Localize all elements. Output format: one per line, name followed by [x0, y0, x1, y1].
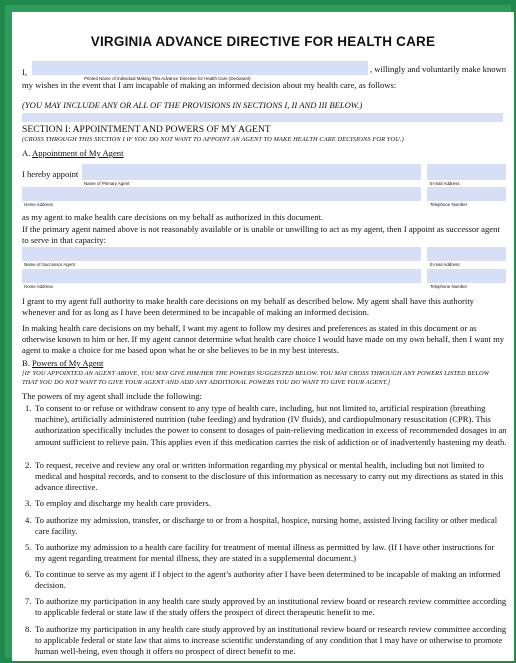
power-number: 4.	[25, 515, 32, 525]
section1-heading: SECTION I: APPOINTMENT AND POWERS OF MY AGENT	[22, 124, 271, 135]
power-number: 3.	[25, 498, 32, 508]
primary-agent-home-field[interactable]	[22, 187, 421, 201]
successor-paragraph: If the primary agent named above is not reasonably available or is unable or unwilling to act as my agent, then I appoint as successor agent to serve in that capacity:	[22, 224, 500, 246]
subsection-a-heading: A. Appointment of My Agent	[22, 148, 124, 158]
power-number: 2.	[25, 460, 32, 470]
successor-agent-name-field[interactable]	[22, 247, 421, 261]
subsection-b-note: [IF YOU APPOINTED AN AGENT ABOVE, YOU MAY GIVE HIM/HER THE POWERS SUGGESTED BELOW. YOU MAY CROSS THROUGH ANY POWERS LISTED BELOW THAT YOU DO NOT WANT TO GIVE YOUR AGENT AND ADD ANY ADDITIONAL POWERS YOU DO WANT TO GIVE YOUR AGENT.]	[22, 370, 490, 386]
successor-phone-caption: Telephone Number	[430, 284, 468, 289]
primary-agent-email-caption: E-mail Address	[430, 181, 460, 186]
document-page	[12, 12, 514, 661]
power-item-text: To employ and discharge my health care providers.	[35, 498, 211, 508]
successor-agent-email-field[interactable]	[427, 247, 506, 261]
power-item-text: To request, receive and review any oral or written information regarding my physical or mental health, including but not limited to medical and hospital records, and to consent to the disclosure of this information as necessary to carry out my directions as stated in this advance directive.	[35, 460, 504, 493]
successor-name-caption: Name of Successor Agent	[24, 262, 75, 267]
primary-agent-phone-field[interactable]	[427, 187, 506, 201]
power-number: 5.	[25, 542, 32, 552]
power-item-text: To continue to serve as my agent if I object to the agent’s authority after I have been determined to be incapable of making an informed decision.	[35, 569, 501, 591]
successor-agent-phone-field[interactable]	[427, 269, 506, 283]
power-item-text: To authorize my participation in any health care study approved by an institutional review board or research review committee according to applicable federal or state law that aims to increase scientific understanding of any condition that I may have or otherwise to promote human well-being, even though it offers no prospect of direct benefit to me.	[35, 624, 507, 657]
intro-suffix: , willingly and voluntarily make known	[370, 64, 507, 74]
include-note: (YOU MAY INCLUDE ANY OR ALL OF THE PROVISIONS IN SECTIONS I, II AND III BELOW.)	[22, 100, 363, 110]
successor-email-caption: E-mail Address	[430, 262, 460, 267]
blank-band	[22, 113, 503, 122]
subsection-b-heading: B. Powers of My Agent	[22, 358, 104, 368]
primary-phone-caption: Telephone Number	[430, 202, 468, 207]
document-title: VIRGINIA ADVANCE DIRECTIVE FOR HEALTH CARE	[90, 34, 436, 49]
power-item-text: To authorize my admission to a health care facility for treatment of mental illness as permitted by law. (If I have other instructions for my agent regarding treatment for mental illness, they are stated in a supplemental document.)	[35, 542, 495, 564]
primary-home-caption: Home Address	[24, 202, 53, 207]
making-decisions-paragraph: In making health care decisions on my behalf, I want my agent to follow my desires and preferences as stated in this document or as otherwise known to him or her. If my agent cannot determine what health care choice I would have made on my own behalf, then I want my agent to make a choice for me based upon what he or she believes to be in my best interests.	[22, 323, 505, 356]
power-item-text: To authorize my admission, transfer, or discharge to or from a hospital, hospice, nursing home, assisted living facility or other medical care facility.	[35, 515, 498, 537]
primary-agent-name-caption: Name of Primary Agent	[84, 181, 130, 186]
power-number: 7.	[25, 596, 32, 606]
hereby-appoint-label: I hereby appoint	[22, 169, 79, 179]
power-item-text: To consent to or refuse or withdraw consent to any type of health care, including, but not limited to, artificial respiration (breathing machine), artificially administered nutrition (tube feeding) and hydration (IV fluids), and cardiopulmonary resuscitation (CPR). This authorization specifically includes the power to consent to dosages of pain-relieving medication in excess of recommended dosages in an amount sufficient to relieve pain. This applies even if this medication carries the risk of addiction or of inadvertently hastening my death.	[35, 403, 507, 447]
grant-paragraph: I grant to my agent full authority to make health care decisions on my behalf as described below. My agent shall have this authority whenever and for as long as I have been determined to be incapable of making an informed decision.	[22, 296, 474, 318]
power-number: 6.	[25, 569, 32, 579]
primary-agent-name-field[interactable]	[82, 164, 421, 180]
power-number: 1.	[25, 403, 32, 413]
power-number: 8.	[25, 624, 32, 634]
powers-intro: The powers of my agent shall include the following:	[22, 391, 202, 401]
successor-home-caption: Home Address	[24, 284, 53, 289]
primary-agent-email-field-top[interactable]	[427, 164, 506, 180]
declarant-name-field[interactable]	[32, 61, 368, 75]
section1-cross-note: (CROSS THROUGH THIS SECTION I IF YOU DO NOT WANT TO APPOINT AN AGENT TO MAKE HEALTH CARE DECISIONS FOR YOU.)	[22, 136, 404, 143]
intro-line-2: my wishes in the event that I am incapable of making an informed decision about my health care, as follows:	[22, 80, 397, 90]
intro-prefix: I,	[22, 67, 28, 77]
declarant-caption: Printed Name of Individual Making This Advance Directive for Health Care (Declarant)	[84, 76, 251, 81]
power-item-text: To authorize my participation in any health care study approved by an institutional review board or research review committee according to applicable federal or state law if the study offers the prospect of direct therapeutic benefit to me.	[35, 596, 507, 618]
successor-agent-home-field[interactable]	[22, 269, 421, 283]
agent-authorized-line: as my agent to make health care decisions on my behalf as authorized in this document.	[22, 212, 324, 222]
